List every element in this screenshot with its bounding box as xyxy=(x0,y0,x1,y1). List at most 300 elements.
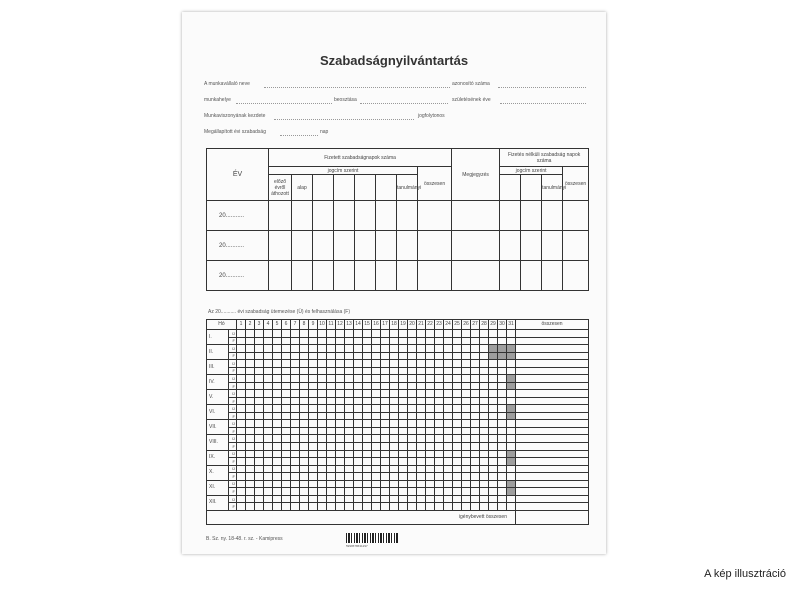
day-cell xyxy=(327,465,336,473)
day-cell xyxy=(435,330,444,338)
day-cell xyxy=(372,458,381,466)
day-cell xyxy=(255,503,264,511)
day-cell xyxy=(498,443,507,451)
scheduled-row-label: Ü xyxy=(229,375,237,383)
day-cell xyxy=(354,360,363,368)
day-cell xyxy=(237,405,246,413)
day-cell xyxy=(363,443,372,451)
barcode-image xyxy=(346,533,398,543)
day-cell xyxy=(399,435,408,443)
entitled-label: jogfolytonos xyxy=(418,113,445,119)
id-number-line xyxy=(498,87,586,88)
day-cell xyxy=(291,330,300,338)
day-cell xyxy=(498,337,507,345)
day-cell xyxy=(363,337,372,345)
day-cell xyxy=(489,480,498,488)
day-cell xyxy=(498,488,507,496)
day-cell xyxy=(291,352,300,360)
day-cell xyxy=(327,495,336,503)
day-cell xyxy=(444,473,453,481)
day-cell xyxy=(390,450,399,458)
day-cell xyxy=(417,352,426,360)
day-header: 10 xyxy=(318,320,327,330)
day-cell xyxy=(246,488,255,496)
day-cell xyxy=(480,427,489,435)
day-cell xyxy=(255,412,264,420)
day-cell xyxy=(408,390,417,398)
schedule-caption: Az 20........... évi szabadság ütemezése (Ü) és felhasználása (F) xyxy=(208,309,351,315)
day-cell xyxy=(246,352,255,360)
day-cell xyxy=(426,405,435,413)
day-cell xyxy=(462,427,471,435)
day-cell xyxy=(426,412,435,420)
day-cell xyxy=(408,495,417,503)
day-cell xyxy=(399,382,408,390)
day-cell xyxy=(498,360,507,368)
day-cell xyxy=(327,330,336,338)
day-cell xyxy=(309,405,318,413)
day-cell xyxy=(345,450,354,458)
day-cell xyxy=(408,450,417,458)
day-cell xyxy=(318,367,327,375)
day-cell xyxy=(471,330,480,338)
day-cell xyxy=(282,390,291,398)
day-cell xyxy=(327,360,336,368)
day-cell xyxy=(426,443,435,451)
day-cell xyxy=(309,382,318,390)
day-cell xyxy=(345,458,354,466)
day-cell xyxy=(489,420,498,428)
day-cell xyxy=(327,473,336,481)
day-cell xyxy=(300,375,309,383)
day-cell xyxy=(507,473,516,481)
day-cell xyxy=(390,503,399,511)
day-cell xyxy=(273,397,282,405)
day-cell xyxy=(318,405,327,413)
day-cell xyxy=(399,458,408,466)
day-cell xyxy=(354,495,363,503)
used-row-label: F xyxy=(229,412,237,420)
notes-header: Megjegyzés xyxy=(452,149,500,201)
day-cell xyxy=(381,397,390,405)
day-cell xyxy=(489,443,498,451)
day-cell xyxy=(264,330,273,338)
day-cell xyxy=(363,367,372,375)
day-cell xyxy=(408,345,417,353)
unpaid-student-header: tanulmányi xyxy=(542,175,563,201)
day-cell xyxy=(381,495,390,503)
day-cell xyxy=(399,360,408,368)
day-cell xyxy=(246,443,255,451)
employment-start-label: Munkaviszonyának kezdete xyxy=(204,113,266,119)
day-cell xyxy=(255,360,264,368)
day-cell xyxy=(399,367,408,375)
day-header: 2 xyxy=(246,320,255,330)
day-cell xyxy=(480,337,489,345)
day-cell xyxy=(399,443,408,451)
day-cell xyxy=(237,458,246,466)
day-cell xyxy=(300,450,309,458)
day-cell xyxy=(444,488,453,496)
day-cell xyxy=(336,420,345,428)
day-cell xyxy=(426,495,435,503)
form-reference: B. Sz. ny. 18-48. r. sz. - Kamipress xyxy=(206,536,283,542)
day-cell xyxy=(318,360,327,368)
day-cell xyxy=(417,420,426,428)
day-cell xyxy=(399,352,408,360)
day-cell xyxy=(390,382,399,390)
claimed-total-label: igénybevett összesen xyxy=(207,510,516,524)
day-cell xyxy=(489,473,498,481)
day-cell xyxy=(399,345,408,353)
day-cell xyxy=(471,488,480,496)
day-cell xyxy=(390,480,399,488)
day-cell xyxy=(363,390,372,398)
day-cell xyxy=(246,420,255,428)
day-cell xyxy=(444,495,453,503)
day-cell xyxy=(489,375,498,383)
day-cell xyxy=(426,480,435,488)
day-cell xyxy=(318,337,327,345)
day-cell xyxy=(237,397,246,405)
day-cell xyxy=(354,352,363,360)
day-cell xyxy=(444,420,453,428)
day-cell xyxy=(354,390,363,398)
day-cell xyxy=(498,465,507,473)
day-cell xyxy=(291,412,300,420)
day-cell xyxy=(507,435,516,443)
day-cell xyxy=(345,480,354,488)
day-cell xyxy=(498,503,507,511)
day-cell xyxy=(453,337,462,345)
day-cell xyxy=(408,435,417,443)
day-cell xyxy=(363,480,372,488)
day-cell xyxy=(507,465,516,473)
day-cell xyxy=(489,345,498,353)
day-cell xyxy=(246,345,255,353)
day-cell xyxy=(264,427,273,435)
day-cell xyxy=(390,427,399,435)
day-cell xyxy=(336,382,345,390)
day-cell xyxy=(399,397,408,405)
day-cell xyxy=(498,495,507,503)
day-cell xyxy=(291,367,300,375)
day-cell xyxy=(381,330,390,338)
day-cell xyxy=(237,345,246,353)
day-cell xyxy=(237,503,246,511)
day-cell xyxy=(291,397,300,405)
day-header: 7 xyxy=(291,320,300,330)
day-cell xyxy=(300,382,309,390)
day-cell xyxy=(381,480,390,488)
day-cell xyxy=(264,390,273,398)
day-cell xyxy=(300,465,309,473)
day-cell xyxy=(507,337,516,345)
used-row-label: F xyxy=(229,397,237,405)
day-cell xyxy=(489,465,498,473)
day-cell xyxy=(390,488,399,496)
day-cell xyxy=(255,495,264,503)
day-cell xyxy=(318,473,327,481)
day-cell xyxy=(480,480,489,488)
day-cell xyxy=(246,450,255,458)
day-cell xyxy=(237,412,246,420)
day-cell xyxy=(354,337,363,345)
day-cell xyxy=(471,495,480,503)
day-cell xyxy=(255,375,264,383)
day-cell xyxy=(264,352,273,360)
day-cell xyxy=(264,488,273,496)
used-row-label: F xyxy=(229,458,237,466)
used-row-label: F xyxy=(229,488,237,496)
day-cell xyxy=(390,337,399,345)
day-cell xyxy=(417,367,426,375)
day-cell xyxy=(408,412,417,420)
day-cell xyxy=(336,375,345,383)
day-cell xyxy=(471,412,480,420)
day-cell xyxy=(363,382,372,390)
day-cell xyxy=(480,465,489,473)
day-cell xyxy=(453,450,462,458)
day-cell xyxy=(381,435,390,443)
day-cell xyxy=(489,337,498,345)
day-cell xyxy=(444,390,453,398)
day-cell xyxy=(246,375,255,383)
day-cell xyxy=(282,382,291,390)
day-cell xyxy=(426,345,435,353)
day-cell xyxy=(363,435,372,443)
day-cell xyxy=(426,330,435,338)
month-total-cell xyxy=(516,427,589,435)
day-cell xyxy=(444,330,453,338)
day-cell xyxy=(345,352,354,360)
day-cell xyxy=(507,330,516,338)
day-cell xyxy=(507,412,516,420)
day-cell xyxy=(399,412,408,420)
day-cell xyxy=(498,473,507,481)
day-cell xyxy=(399,390,408,398)
day-cell xyxy=(264,375,273,383)
day-cell xyxy=(246,337,255,345)
day-cell xyxy=(282,465,291,473)
day-cell xyxy=(309,337,318,345)
day-cell xyxy=(408,427,417,435)
barcode-number: 5999578631297 xyxy=(346,544,368,548)
day-cell xyxy=(327,375,336,383)
day-cell xyxy=(417,405,426,413)
day-cell xyxy=(309,450,318,458)
day-header: 27 xyxy=(471,320,480,330)
day-cell xyxy=(327,397,336,405)
used-row-label: F xyxy=(229,427,237,435)
day-cell xyxy=(255,450,264,458)
day-cell xyxy=(489,435,498,443)
day-cell xyxy=(354,367,363,375)
day-cell xyxy=(498,382,507,390)
day-cell xyxy=(363,427,372,435)
day-cell xyxy=(435,480,444,488)
day-cell xyxy=(300,473,309,481)
day-cell xyxy=(282,330,291,338)
day-cell xyxy=(435,390,444,398)
base-header: alap xyxy=(292,175,313,201)
day-cell xyxy=(372,503,381,511)
day-cell xyxy=(498,458,507,466)
day-cell xyxy=(300,458,309,466)
day-cell xyxy=(255,367,264,375)
day-cell xyxy=(300,390,309,398)
day-cell xyxy=(507,427,516,435)
day-cell xyxy=(372,397,381,405)
day-cell xyxy=(453,390,462,398)
month-total-cell xyxy=(516,345,589,353)
day-cell xyxy=(372,420,381,428)
day-cell xyxy=(399,427,408,435)
day-cell xyxy=(264,443,273,451)
day-cell xyxy=(363,450,372,458)
day-cell xyxy=(453,443,462,451)
day-cell xyxy=(246,405,255,413)
day-cell xyxy=(327,450,336,458)
day-cell xyxy=(453,405,462,413)
id-number-label: azonosító száma xyxy=(452,81,490,87)
day-cell xyxy=(489,405,498,413)
day-cell xyxy=(381,352,390,360)
day-cell xyxy=(309,443,318,451)
day-cell xyxy=(300,427,309,435)
day-cell xyxy=(336,435,345,443)
day-cell xyxy=(282,367,291,375)
day-cell xyxy=(417,345,426,353)
day-cell xyxy=(273,458,282,466)
day-cell xyxy=(399,465,408,473)
employee-name-line xyxy=(264,87,450,88)
day-cell xyxy=(462,503,471,511)
day-cell xyxy=(336,352,345,360)
day-cell xyxy=(372,375,381,383)
day-cell xyxy=(336,450,345,458)
day-cell xyxy=(300,443,309,451)
day-cell xyxy=(273,382,282,390)
day-cell xyxy=(390,465,399,473)
day-cell xyxy=(318,495,327,503)
day-cell xyxy=(237,473,246,481)
day-cell xyxy=(255,330,264,338)
workplace-label: munkahelye xyxy=(204,97,231,103)
day-cell xyxy=(399,495,408,503)
day-cell xyxy=(264,450,273,458)
day-cell xyxy=(237,443,246,451)
month-label: I. xyxy=(207,330,229,345)
scheduled-row-label: Ü xyxy=(229,360,237,368)
day-cell xyxy=(291,405,300,413)
day-cell xyxy=(417,360,426,368)
day-cell xyxy=(309,375,318,383)
day-cell xyxy=(354,382,363,390)
day-cell xyxy=(264,495,273,503)
day-cell xyxy=(435,458,444,466)
day-cell xyxy=(354,330,363,338)
day-cell xyxy=(399,480,408,488)
day-cell xyxy=(372,465,381,473)
day-cell xyxy=(498,420,507,428)
day-cell xyxy=(507,420,516,428)
day-cell xyxy=(354,427,363,435)
day-cell xyxy=(426,465,435,473)
day-cell xyxy=(345,503,354,511)
year-row-label: 20........... xyxy=(207,231,269,261)
day-cell xyxy=(408,330,417,338)
day-cell xyxy=(489,503,498,511)
scheduled-row-label: Ü xyxy=(229,465,237,473)
day-cell xyxy=(336,390,345,398)
day-cell xyxy=(462,360,471,368)
day-cell xyxy=(408,503,417,511)
day-cell xyxy=(507,458,516,466)
unpaid-legal-title-header: jogcím szerint xyxy=(500,167,563,175)
day-cell xyxy=(444,435,453,443)
day-cell xyxy=(381,360,390,368)
day-cell xyxy=(372,367,381,375)
day-cell xyxy=(372,330,381,338)
day-cell xyxy=(264,473,273,481)
day-cell xyxy=(444,465,453,473)
day-cell xyxy=(480,382,489,390)
day-cell xyxy=(462,352,471,360)
day-cell xyxy=(426,367,435,375)
day-cell xyxy=(390,375,399,383)
used-row-label: F xyxy=(229,337,237,345)
month-label: X. xyxy=(207,465,229,480)
day-cell xyxy=(291,360,300,368)
day-cell xyxy=(435,435,444,443)
day-cell xyxy=(246,427,255,435)
day-cell xyxy=(444,360,453,368)
day-cell xyxy=(498,390,507,398)
day-cell xyxy=(417,480,426,488)
day-cell xyxy=(309,465,318,473)
day-cell xyxy=(471,473,480,481)
day-cell xyxy=(381,412,390,420)
day-cell xyxy=(372,345,381,353)
day-cell xyxy=(462,375,471,383)
day-cell xyxy=(480,405,489,413)
month-label: VIII. xyxy=(207,435,229,450)
day-cell xyxy=(363,473,372,481)
day-cell xyxy=(255,427,264,435)
day-cell xyxy=(345,465,354,473)
paid-days-header: Fizetett szabadságnapok száma xyxy=(269,149,452,167)
day-cell xyxy=(273,337,282,345)
day-cell xyxy=(381,465,390,473)
month-total-cell xyxy=(516,443,589,451)
scheduled-row-label: Ü xyxy=(229,330,237,338)
day-cell xyxy=(489,450,498,458)
day-cell xyxy=(327,427,336,435)
day-cell xyxy=(345,375,354,383)
day-cell xyxy=(498,330,507,338)
day-cell xyxy=(390,443,399,451)
day-cell xyxy=(489,390,498,398)
day-cell xyxy=(399,337,408,345)
month-total-cell xyxy=(516,420,589,428)
day-cell xyxy=(462,465,471,473)
day-cell xyxy=(462,450,471,458)
day-cell xyxy=(498,375,507,383)
day-cell xyxy=(255,390,264,398)
day-header: 1 xyxy=(237,320,246,330)
day-cell xyxy=(426,382,435,390)
